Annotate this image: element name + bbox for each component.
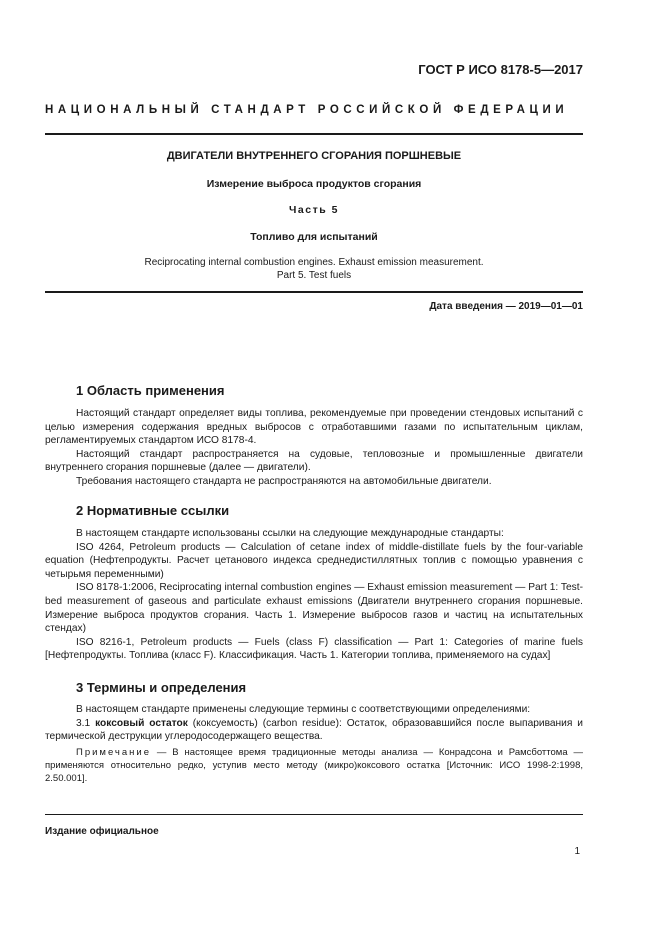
note-text: — В настоящее время традиционные методы анализа — Конрадсона и Рамсботтома — применяются относительно редко, уступив место методу (микро)коксового остатка [Источник: ИСО 1998-2:1998, 2.50.001]. [45, 747, 583, 784]
national-standard-banner: НАЦИОНАЛЬНЫЙ СТАНДАРТ РОССИЙСКОЙ ФЕДЕРАЦИИ [45, 104, 569, 116]
section-1-paragraph: Настоящий стандарт определяет виды топлива, рекомендуемые при проведении стендовых испытаний с целью измерения содержания вредных выбросов с отработавшими газами по испытательным циклам, регламентируемых стандартом ИСО 8178-4. [45, 408, 583, 447]
note [45, 746, 583, 785]
document-part: Часть 5 [289, 204, 339, 216]
reference-iso-8178-1: ISO 8178-1:2006, Reciprocating internal combustion engines — Exhaust emission measurement — Part 1: Test-bed measurement of gaseous and particulate exhaust emissions (Двигатели внутреннего сгорания поршневые. Измерение выброса продуктов сгорания. Часть 1. Измерение выбросов газов и частиц на испытательных стендах) [45, 582, 583, 635]
title-divider [45, 291, 583, 293]
document-subtitle: Измерение выброса продуктов сгорания [206, 178, 422, 190]
section-1-paragraph: Настоящий стандарт распространяется на судовые, тепловозные и промышленные двигатели внутреннего сгорания поршневые (далее — двигатели). [45, 448, 583, 474]
section-1-body [45, 407, 583, 489]
header-divider [45, 133, 583, 135]
section-3-body [45, 703, 583, 744]
section-1-heading: 1 Область применения [76, 383, 225, 398]
footer-divider [45, 814, 583, 815]
document-title: ДВИГАТЕЛИ ВНУТРЕННЕГО СГОРАНИЯ ПОРШНЕВЫЕ [166, 150, 462, 162]
term-definition [45, 717, 583, 744]
term-text: (коксуемость) (carbon residue): Остаток, образовавшийся после выпаривания и термической деструкции углеродосодержащего вещества. [45, 717, 583, 743]
english-title [45, 256, 583, 282]
section-2-paragraph: В настоящем стандарте использованы ссылки на следующие международные стандарты: [76, 528, 504, 539]
effective-date: Дата введения — 2019—01—01 [429, 301, 583, 312]
reference-iso-4264: ISO 4264, Petroleum products — Calculation of cetane index of middle-distillate fuels by the four-variable equation (Нефтепродукты. Расчет цетанового индекса среднедистиллятных топлив с помощью уравнения с четырьмя переменными) [45, 541, 583, 580]
english-title-line1: Reciprocating internal combustion engines. Exhaust emission measurement. [144, 257, 484, 268]
section-2-heading: 2 Нормативные ссылки [76, 503, 230, 518]
section-1-paragraph: Требования настоящего стандарта не распространяются на автомобильные двигатели. [76, 475, 492, 487]
section-2-body [45, 527, 583, 663]
section-3-heading: 3 Термины и определения [76, 680, 247, 695]
term-name: коксовый остаток [95, 717, 188, 729]
document-code: ГОСТ Р ИСО 8178-5—2017 [418, 62, 583, 77]
part-title: Топливо для испытаний [250, 231, 378, 243]
term-number: 3.1 [76, 717, 91, 729]
note-label: Примечание [76, 747, 151, 758]
reference-iso-8216-1: ISO 8216-1, Petroleum products — Fuels (class F) classification — Part 1: Categories of marine fuels [Нефтепродукты. Топлива (класс F). Классификация. Часть 1. Категории топлива, применяемого на судах] [45, 636, 583, 662]
page-number: 1 [574, 846, 580, 857]
english-title-line2: Part 5. Test fuels [276, 270, 352, 281]
edition-label: Издание официальное [45, 826, 159, 837]
section-3-paragraph: В настоящем стандарте применены следующие термины с соответствующими определениями: [76, 704, 531, 715]
